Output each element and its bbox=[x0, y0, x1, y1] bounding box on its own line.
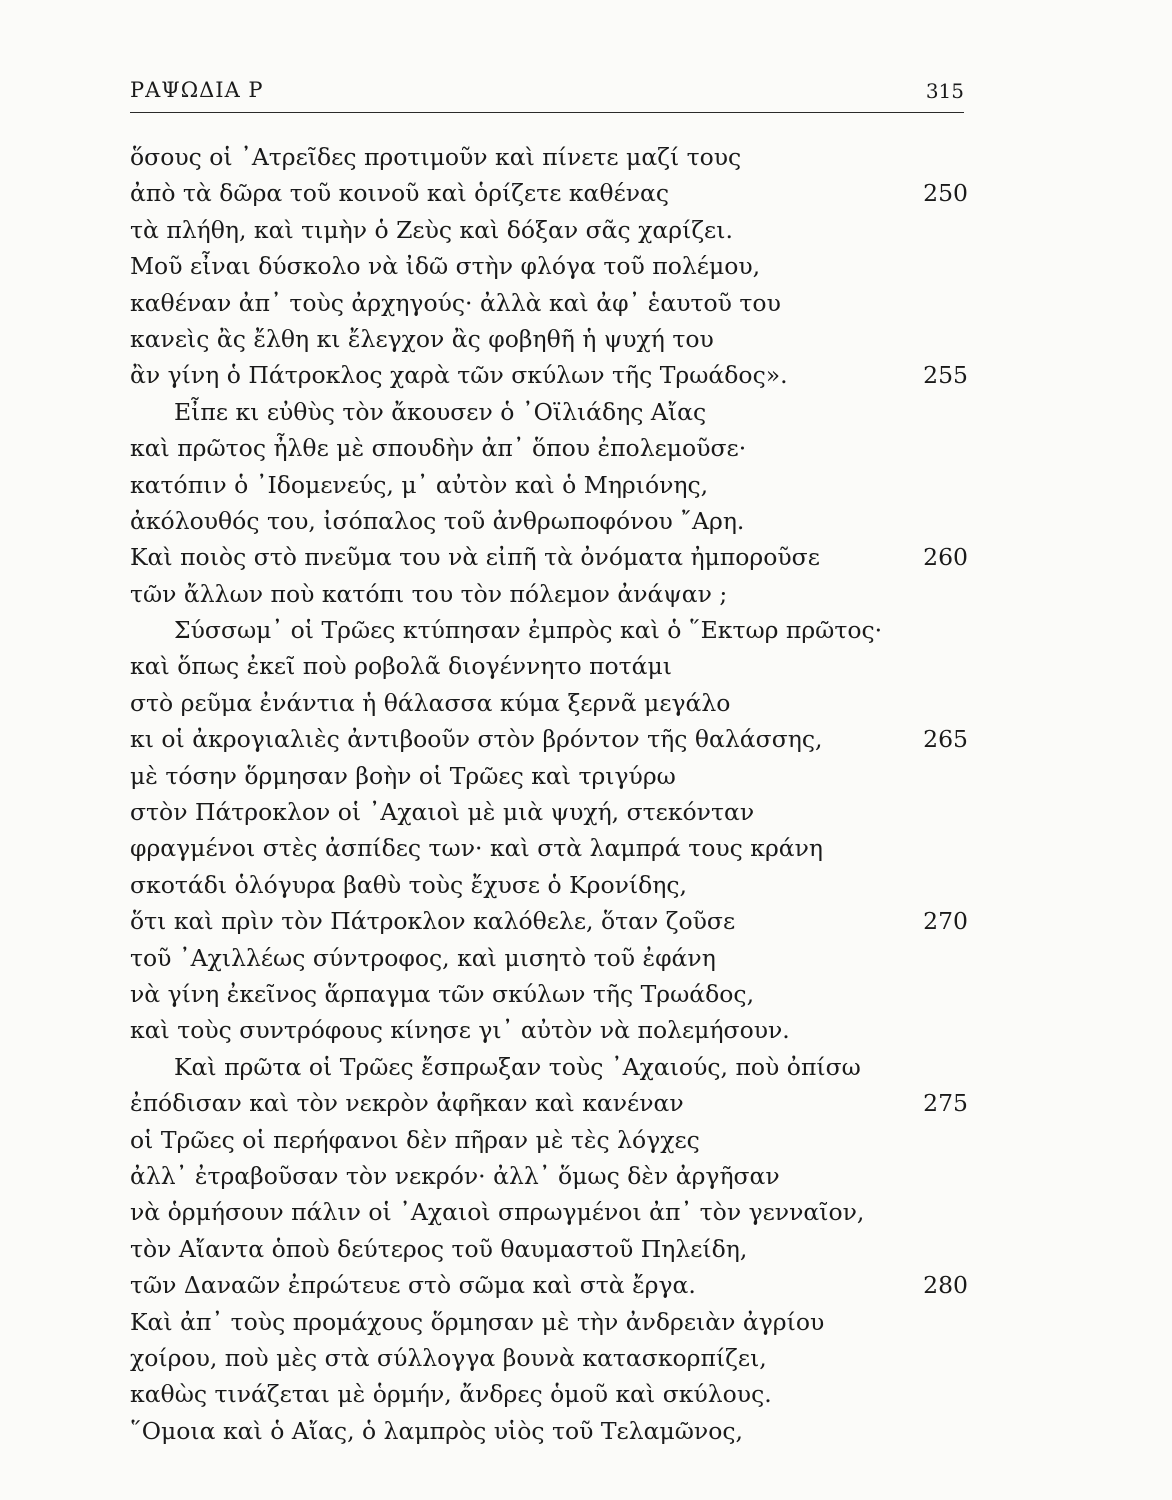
verse-line bbox=[130, 1376, 968, 1412]
verse-line bbox=[130, 903, 968, 939]
verse-text: Καὶ πρῶτα οἱ Τρῶες ἔσπρωξαν τοὺς ᾿Αχαιούς, ποὺ ὀπίσω bbox=[174, 1052, 861, 1081]
verse-line bbox=[130, 212, 968, 248]
verse-line bbox=[130, 1304, 968, 1340]
verse-line bbox=[130, 1085, 968, 1121]
verse-line bbox=[130, 1122, 968, 1158]
verse-line bbox=[130, 357, 968, 393]
verse-text: ἂν γίνη ὁ Πάτροκλος χαρὰ τῶν σκύλων τῆς Τρωάδος». bbox=[130, 361, 788, 390]
line-number: 250 bbox=[923, 179, 968, 208]
verse-text: ἐπόδισαν καὶ τὸν νεκρὸν ἀφῆκαν καὶ κανέναν bbox=[130, 1089, 684, 1118]
verse-text: τῶν Δαναῶν ἐπρώτευε στὸ σῶμα καὶ στὰ ἔργα. bbox=[130, 1271, 696, 1300]
verse-line bbox=[130, 867, 968, 903]
page-number: 315 bbox=[925, 79, 964, 103]
verse-line bbox=[130, 1267, 968, 1303]
verse-text: μὲ τόσην ὅρμησαν βοὴν οἱ Τρῶες καὶ τριγύρω bbox=[130, 761, 676, 790]
verse-line bbox=[130, 1049, 968, 1085]
verse-line bbox=[130, 685, 968, 721]
verse-line bbox=[130, 394, 968, 430]
line-number: 265 bbox=[923, 725, 968, 754]
verse-text: καθὼς τινάζεται μὲ ὁρμήν, ἄνδρες ὁμοῦ καὶ σκύλους. bbox=[130, 1380, 772, 1409]
verse-text: οἱ Τρῶες οἱ περήφανοι δὲν πῆραν μὲ τὲς λόγχες bbox=[130, 1125, 700, 1154]
verse-text: ἀλλ᾿ ἐτραβοῦσαν τὸν νεκρόν· ἀλλ᾿ ὅμως δὲν ἀργῆσαν bbox=[130, 1161, 780, 1190]
verse-line bbox=[130, 1194, 968, 1230]
verse-line bbox=[130, 1012, 968, 1048]
verse-line bbox=[130, 794, 968, 830]
verse-line bbox=[130, 248, 968, 284]
verse-text: καὶ τοὺς συντρόφους κίνησε γι᾿ αὐτὸν νὰ πολεμήσουν. bbox=[130, 1016, 790, 1045]
verse-text: νὰ ὁρμήσουν πάλιν οἱ ᾿Αχαιοὶ σπρωγμένοι ἀπ᾿ τὸν γενναῖον, bbox=[130, 1198, 865, 1227]
verse-text: χοίρου, ποὺ μὲς στὰ σύλλογγα βουνὰ κατασκορπίζει, bbox=[130, 1343, 767, 1372]
verse-text: σκοτάδι ὁλόγυρα βαθὺ τοὺς ἔχυσε ὁ Κρονίδης, bbox=[130, 870, 688, 899]
verse-line bbox=[130, 175, 968, 211]
verse-text: καθέναν ἀπ᾿ τοὺς ἀρχηγούς· ἀλλὰ καὶ ἀφ᾿ ἑαυτοῦ του bbox=[130, 288, 781, 317]
verse-text: νὰ γίνη ἐκεῖνος ἅρπαγμα τῶν σκύλων τῆς Τρωάδος, bbox=[130, 979, 755, 1008]
verse-text: κατόπιν ὁ ᾿Ιδομενεύς, μ᾿ αὐτὸν καὶ ὁ Μηριόνης, bbox=[130, 470, 709, 499]
verse-line bbox=[130, 576, 968, 612]
verse-line bbox=[130, 321, 968, 357]
verse-line bbox=[130, 976, 968, 1012]
page-header bbox=[130, 72, 964, 113]
verse-text: Σύσσωμ᾿ οἱ Τρῶες κτύπησαν ἐμπρὸς καὶ ὁ ῞Εκτωρ πρῶτος· bbox=[174, 616, 883, 645]
verse-text: ὅσους οἱ ᾿Ατρεῖδες προτιμοῦν καὶ πίνετε μαζί τους bbox=[130, 143, 742, 171]
verse-text: Καὶ ποιὸς στὸ πνεῦμα του νὰ εἰπῆ τὰ ὀνόματα ἠμποροῦσε bbox=[130, 543, 820, 572]
verse-line bbox=[130, 612, 968, 648]
verse-line bbox=[130, 1340, 968, 1376]
verse-line bbox=[130, 285, 968, 321]
verse-text: φραγμένοι στὲς ἀσπίδες των· καὶ στὰ λαμπρά τους κράνη bbox=[130, 834, 824, 863]
verse-line bbox=[130, 830, 968, 866]
verse-text: στὸ ρεῦμα ἐνάντια ἡ θάλασσα κύμα ξερνᾶ μεγάλο bbox=[130, 688, 731, 717]
line-number: 275 bbox=[923, 1089, 968, 1118]
verse-line bbox=[130, 648, 968, 684]
verse-line bbox=[130, 758, 968, 794]
verse-line bbox=[130, 1158, 968, 1194]
line-number: 280 bbox=[923, 1271, 968, 1300]
verse-text: ὅτι καὶ πρὶν τὸν Πάτροκλον καλόθελε, ὅταν ζοῦσε bbox=[130, 907, 736, 936]
verse-text: ἀκόλουθός του, ἰσόπαλος τοῦ ἀνθρωποφόνου ῎Αρη. bbox=[130, 506, 745, 535]
verse-text: κανεὶς ἂς ἔλθη κι ἔλεγχον ἂς φοβηθῆ ἡ ψυχή του bbox=[130, 324, 714, 353]
verse-line bbox=[130, 467, 968, 503]
line-number: 270 bbox=[923, 907, 968, 936]
verse-line bbox=[130, 430, 968, 466]
verse-text: τοῦ ᾿Αχιλλέως σύντροφος, καὶ μισητὸ τοῦ ἐφάνη bbox=[130, 943, 716, 972]
verse-text: καὶ ὅπως ἐκεῖ ποὺ ροβολᾶ διογέννητο ποτάμι bbox=[130, 652, 673, 681]
verse-line bbox=[130, 940, 968, 976]
verse-line bbox=[130, 503, 968, 539]
verse-text: τὰ πλήθη, καὶ τιμὴν ὁ Ζεὺς καὶ δόξαν σᾶς χαρίζει. bbox=[130, 215, 733, 244]
verse-text: στὸν Πάτροκλον οἱ ᾿Αχαιοὶ μὲ μιὰ ψυχή, στεκόνταν bbox=[130, 798, 755, 827]
verse-text: καὶ πρῶτος ἦλθε μὲ σπουδὴν ἀπ᾿ ὅπου ἐπολεμοῦσε· bbox=[130, 434, 747, 463]
line-number: 255 bbox=[923, 361, 968, 390]
verse-text: ῞Ομοια καὶ ὁ Αἴας, ὁ λαμπρὸς υἱὸς τοῦ Τελαμῶνος, bbox=[130, 1416, 743, 1445]
verse-line bbox=[130, 1413, 968, 1449]
verse-text: Εἶπε κι εὐθὺς τὸν ἄκουσεν ὁ ᾿Οϊλιάδης Αἴας bbox=[174, 397, 707, 426]
running-head: ΡΑΨΩΔΙΑ Ρ bbox=[130, 78, 264, 102]
verse-text: τὸν Αἴαντα ὁποὺ δεύτερος τοῦ θαυμαστοῦ Πηλείδη, bbox=[130, 1234, 748, 1263]
verse-line bbox=[130, 721, 968, 757]
verse-text: ἀπὸ τὰ δῶρα τοῦ κοινοῦ καὶ ὁρίζετε καθένας bbox=[130, 179, 670, 208]
verse-line bbox=[130, 1231, 968, 1267]
verse-line bbox=[130, 139, 968, 175]
verse-text: Μοῦ εἶναι δύσκολο νὰ ἰδῶ στὴν φλόγα τοῦ πολέμου, bbox=[130, 252, 761, 281]
verse-text: κι οἱ ἀκρογιαλιὲς ἀντιβοοῦν στὸν βρόντον τῆς θαλάσσης, bbox=[130, 725, 823, 754]
line-number: 260 bbox=[923, 543, 968, 572]
verse-line bbox=[130, 539, 968, 575]
verse-block bbox=[130, 139, 968, 1449]
verse-text: τῶν ἄλλων ποὺ κατόπι του τὸν πόλεμον ἀνάψαν ; bbox=[130, 579, 728, 608]
verse-text: Καὶ ἀπ᾿ τοὺς προμάχους ὅρμησαν μὲ τὴν ἀνδρειὰν ἀγρίου bbox=[130, 1307, 825, 1336]
